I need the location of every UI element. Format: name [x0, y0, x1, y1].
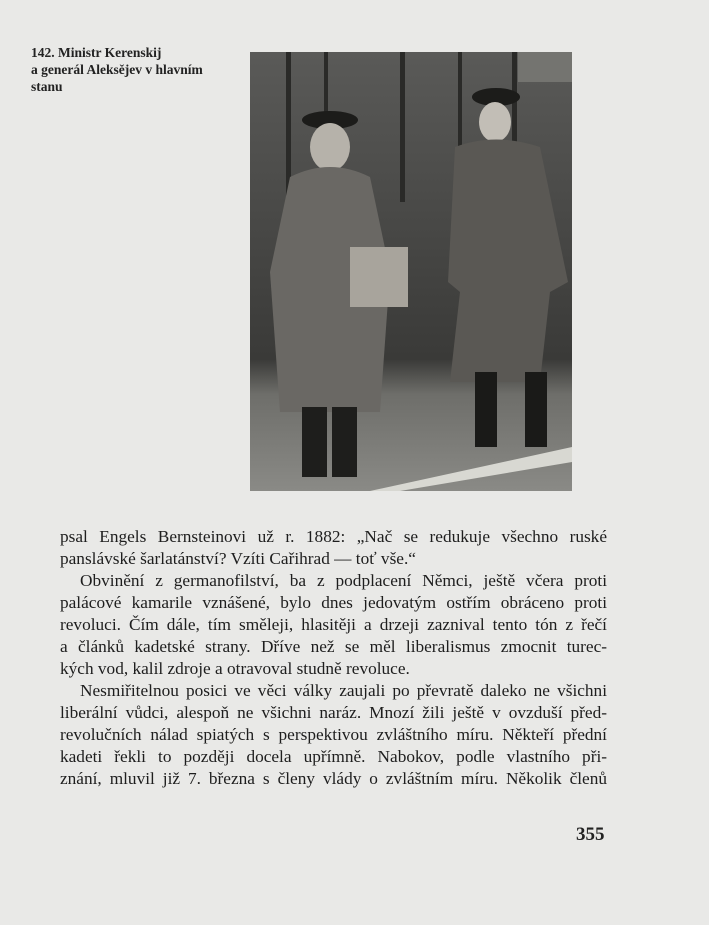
text-line: revoluci. Čím dále, tím směleji, hlasitěji a drzeji zaznival tento tón z řečí — [60, 615, 607, 634]
text-line: kadeti řekli to později docela upřímně. Nabokov, podle vlastního při- — [60, 747, 607, 766]
text-line: palácové kamarile vznášené, bylo dnes jedovatým ostřím obráceno proti — [60, 593, 607, 612]
text-line: a článků kadetské strany. Dříve než se měl liberalismus zmocnit turec- — [60, 637, 607, 656]
paragraph — [60, 680, 607, 790]
text-line: panslávské šarlatánství? Vzíti Cařihrad — toť vše.“ — [60, 549, 416, 568]
historical-photograph — [250, 52, 572, 491]
text-line: psal Engels Bernsteinovi už r. 1882: „Nač se redukuje všechno ruské — [60, 527, 607, 546]
caption-line: stanu — [31, 79, 63, 94]
text-line: znání, mluvil již 7. března s členy vlády o zvláštním míru. Několik členů — [60, 769, 607, 788]
figure-caption — [31, 44, 241, 95]
caption-line: a generál Aleksějev v hlavním — [31, 62, 203, 77]
body-text — [60, 526, 607, 790]
text-line: revolučních nálad spiatých s perspektivou zvláštního míru. Někteří přední — [60, 725, 607, 744]
paragraph — [60, 570, 607, 680]
text-line: Nesmiřitelnou posici ve věci války zaujali po převratě daleko ne všichni — [80, 681, 607, 700]
text-line: kých vod, kalil zdroje a otravoval studně revoluce. — [60, 659, 410, 678]
text-line: liberální vůdci, alespoň ne všichni naráz. Mnozí žili ještě v ovzduší před- — [60, 703, 607, 722]
paragraph — [60, 526, 607, 570]
caption-line: 142. Ministr Kerenskij — [31, 45, 162, 60]
page-number: 355 — [576, 824, 605, 845]
text-line: Obvinění z germanofilství, ba z podplacení Němci, ještě včera proti — [80, 571, 607, 590]
